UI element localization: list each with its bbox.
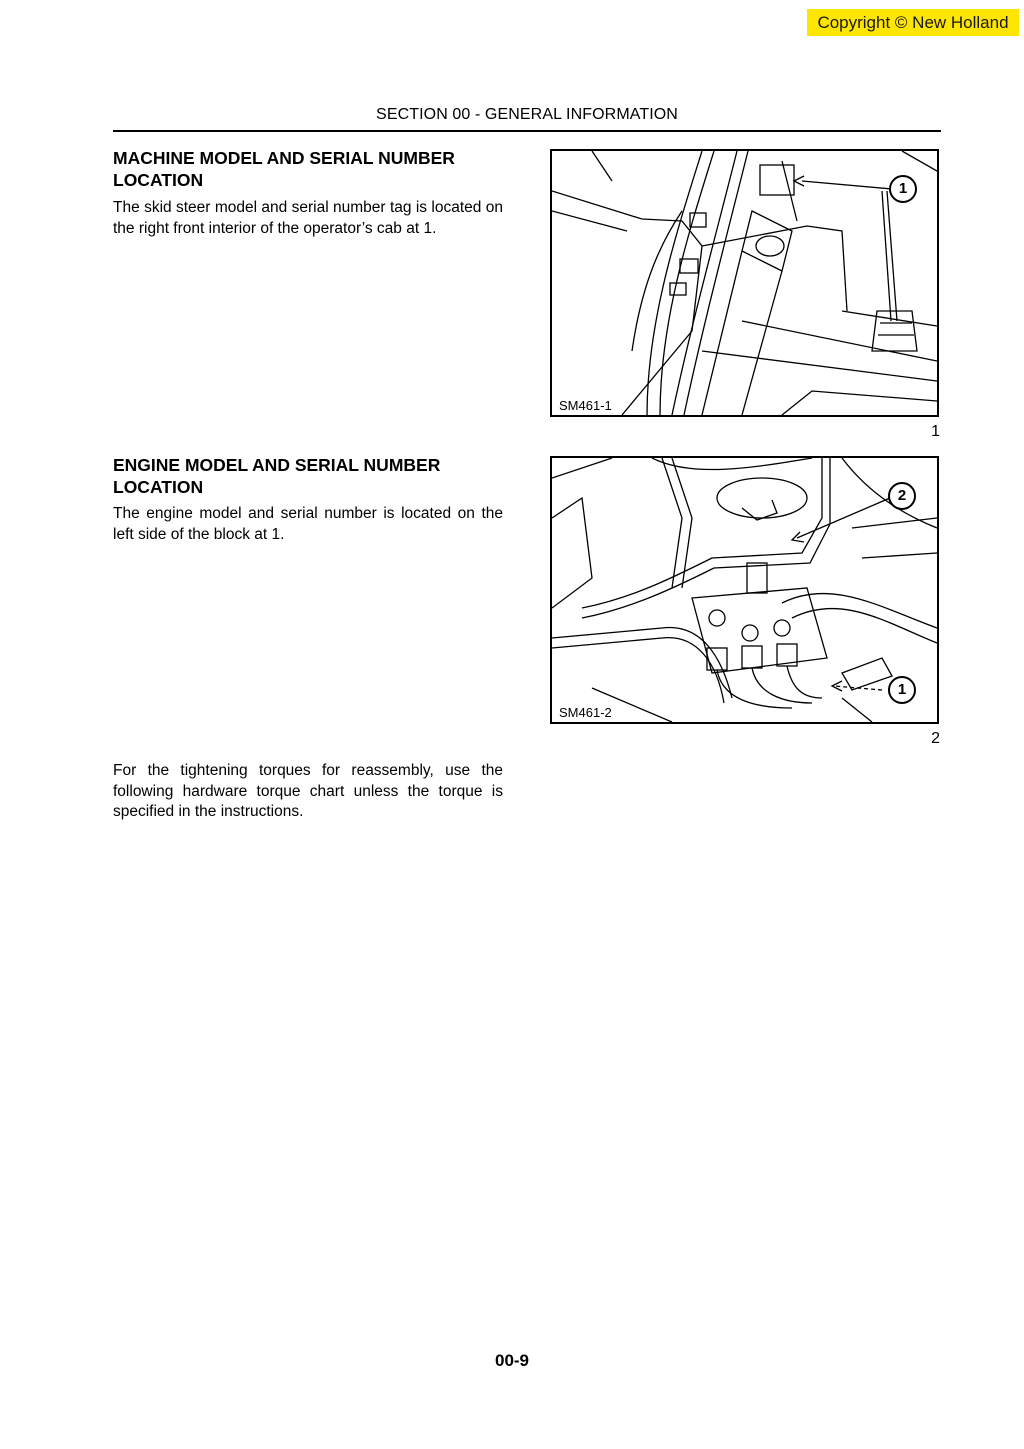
page-number: 00-9 <box>494 1351 530 1370</box>
figure-2-callout-2: 2 <box>888 482 916 510</box>
engine-illustration <box>552 458 937 722</box>
machine-serial-heading: MACHINE MODEL AND SERIAL NUMBER LOCATION <box>113 148 455 190</box>
cab-illustration <box>552 151 937 415</box>
copyright-badge: Copyright © New Holland <box>807 9 1019 36</box>
figure-cab-serial-tag <box>550 149 939 417</box>
figure-2-number: 2 <box>931 730 940 747</box>
engine-serial-heading: ENGINE MODEL AND SERIAL NUMBER LOCATION <box>113 455 441 497</box>
section-title: SECTION 00 - GENERAL INFORMATION <box>376 106 678 123</box>
figure-engine-serial <box>550 456 939 724</box>
figure-1-callout-1: 1 <box>889 175 917 203</box>
figure-1-number: 1 <box>931 423 940 440</box>
figure-1-code: SM461-1 <box>559 398 612 413</box>
header-divider <box>113 130 941 132</box>
engine-serial-text: The engine model and serial number is located on the left side of the block at 1. <box>113 505 503 543</box>
figure-2-code: SM461-2 <box>559 705 612 720</box>
torque-note-text: For the tightening torques for reassembly, use the following hardware torque chart unless the torque is specified in the instructions. <box>113 762 503 820</box>
figure-2-callout-1: 1 <box>888 676 916 704</box>
machine-serial-text: The skid steer model and serial number tag is located on the right front interior of the operator’s cab at 1. <box>113 199 503 237</box>
